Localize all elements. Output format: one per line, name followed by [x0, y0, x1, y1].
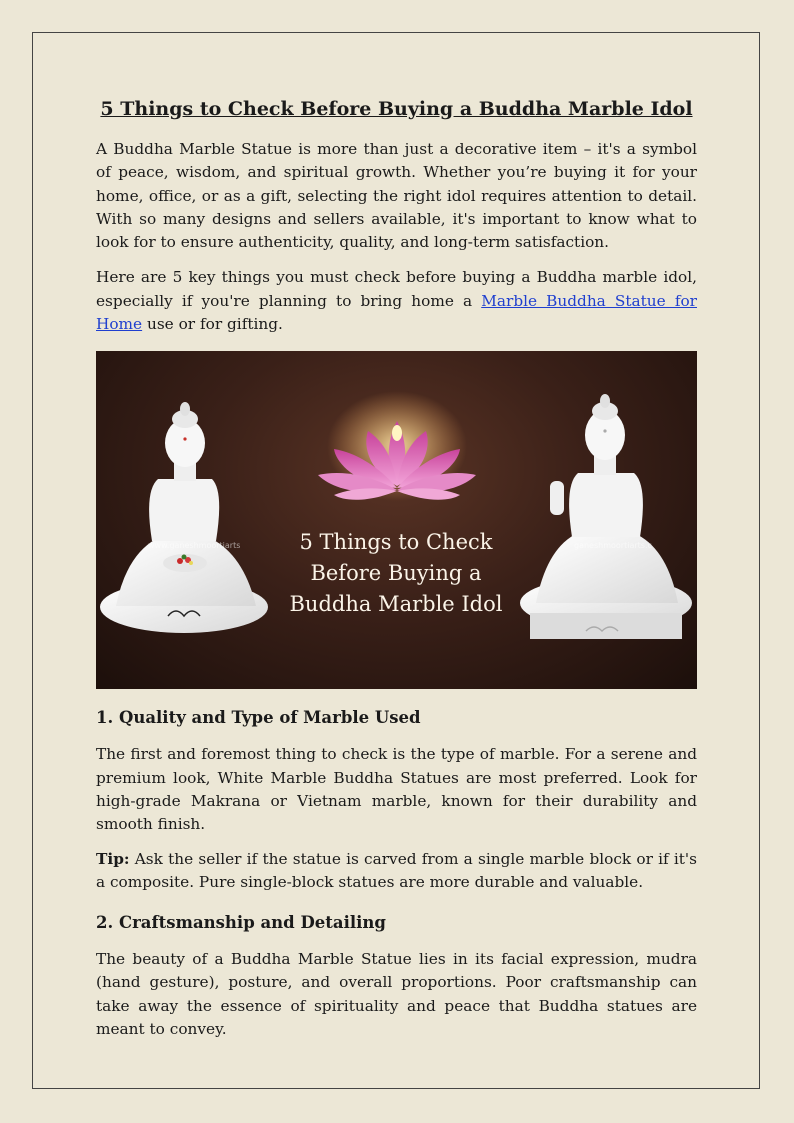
hero-caption-line-1: 5 Things to Check — [299, 530, 493, 555]
right-buddha-statue — [520, 394, 692, 639]
hero-caption-line-2: Before Buying a — [310, 561, 482, 586]
left-buddha-statue — [100, 402, 268, 633]
hero-image — [96, 351, 697, 689]
page-title: 5 Things to Check Before Buying a Buddha Marble Idol — [100, 98, 693, 120]
key-things-paragraph — [96, 266, 697, 336]
hero-caption-line-3: Buddha Marble Idol — [289, 592, 503, 617]
section-2-heading: 2. Craftsmanship and Detailing — [96, 913, 386, 933]
tip-label: Tip: — [96, 849, 130, 868]
lotus-flower — [318, 391, 476, 501]
hero-illustration — [96, 351, 697, 689]
hero-caption — [276, 527, 516, 620]
section-1-body: The first and foremost thing to check is the type of marble. For a serene and premium look, White Marble Buddha Statues are most preferred. Look for high-grade Makrana or Vietnam marble, known for their durability and smooth finish. — [96, 745, 697, 834]
document-body — [96, 96, 697, 1041]
section-2-body: The beauty of a Buddha Marble Statue lies in its facial expression, mudra (hand gesture), posture, and overall proportions. Poor craftsmanship can take away the essence of spirituality and peace that Buddha statues are meant to convey. — [96, 950, 697, 1039]
tip-text: Ask the seller if the statue is carved from a single marble block or if it's a composite. Pure single-block statues are more durable and valuable. — [96, 849, 697, 891]
watermark-left: www.ganeshmoortiarts — [148, 541, 241, 551]
section-1-heading: 1. Quality and Type of Marble Used — [96, 708, 421, 728]
key-things-text-before: Here are 5 key things you must check before buying a Buddha marble idol, especially if you're planning to bring home a — [96, 268, 697, 310]
section-1-tip — [96, 848, 697, 895]
key-things-text-after: use or for gifting. — [142, 315, 283, 334]
marble-buddha-statue-link[interactable]: Marble Buddha Statue for Home — [96, 291, 697, 334]
watermark-right: ganeshmoortiarts.c — [574, 541, 652, 551]
intro-paragraph: A Buddha Marble Statue is more than just a decorative item – it's a symbol of peace, wisdom, and spiritual growth. Whether you’re buying it for your home, office, or as a gift, selecting the right idol requires attention to detail. With so many designs and sellers available, it's important to know what to look for to ensure authenticity, quality, and long-term satisfaction. — [96, 140, 697, 252]
